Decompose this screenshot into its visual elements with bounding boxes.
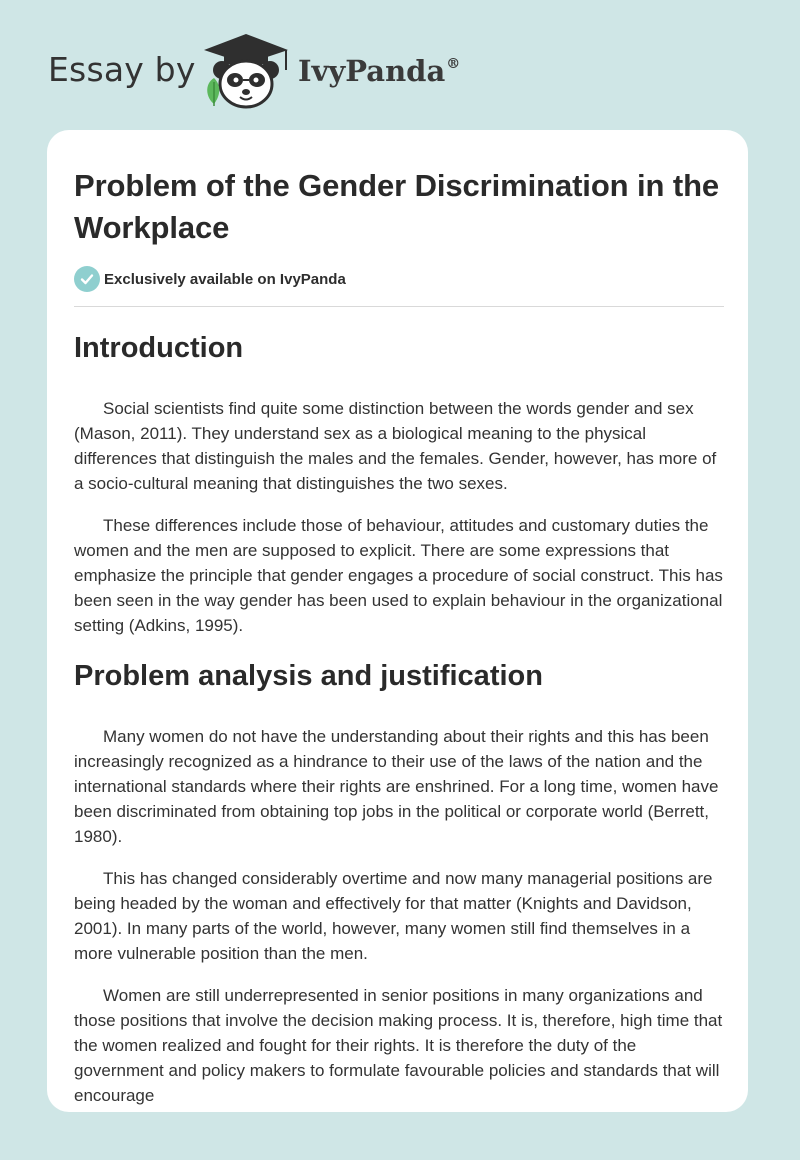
exclusive-badge <box>74 265 724 293</box>
paragraph: Social scientists find quite some distinction between the words gender and sex (Mason, 2011). They understand sex as a biological meaning to the physical differences that distinguish the males and the females. Gender, however, has more of a socio-cultural meaning that distinguishes the two sexes. <box>74 399 717 493</box>
paragraph: These differences include those of behaviour, attitudes and customary duties the women and the men are supposed to explicit. There are some expressions that emphasize the principle that gender engages a procedure of social construct. This has been seen in the way gender has been used to explain behaviour in the organizational setting (Adkins, 1995). <box>74 516 723 635</box>
page-title: Problem of the Gender Discrimination in the Workplace <box>74 168 720 245</box>
essay-by-label: Essay by <box>48 50 196 89</box>
divider <box>74 306 724 307</box>
panda-logo-icon <box>200 30 292 112</box>
essay-card <box>47 130 748 1112</box>
paragraph: This has changed considerably overtime and now many managerial positions are being headed by the woman and effectively for that matter (Knights and Davidson, 2001). In many parts of the world, however, many women still find themselves in a more vulnerable position than the men. <box>74 869 713 963</box>
exclusive-badge-text: Exclusively available on IvyPanda <box>104 270 346 288</box>
section-heading-introduction: Introduction <box>74 332 244 364</box>
brand-name[interactable]: IvyPanda® <box>298 54 461 88</box>
site-header <box>0 0 800 128</box>
paragraph: Women are still underrepresented in senior positions in many organizations and those positions that involve the decision making process. It is, therefore, high time that the women realized and fought for their rights. It is therefore the duty of the government and policy makers to formulate favourable policies and standards that will encourage <box>74 986 723 1105</box>
paragraph: Many women do not have the understanding about their rights and this has been increasingly recognized as a hindrance to their use of the laws of the nation and the international standards where their rights are enshrined. For a long time, women have been discriminated from obtaining top jobs in the political or corporate world (Berrett, 1980). <box>74 727 719 846</box>
section-heading-problem-analysis: Problem analysis and justification <box>74 660 543 692</box>
check-icon <box>74 266 100 292</box>
